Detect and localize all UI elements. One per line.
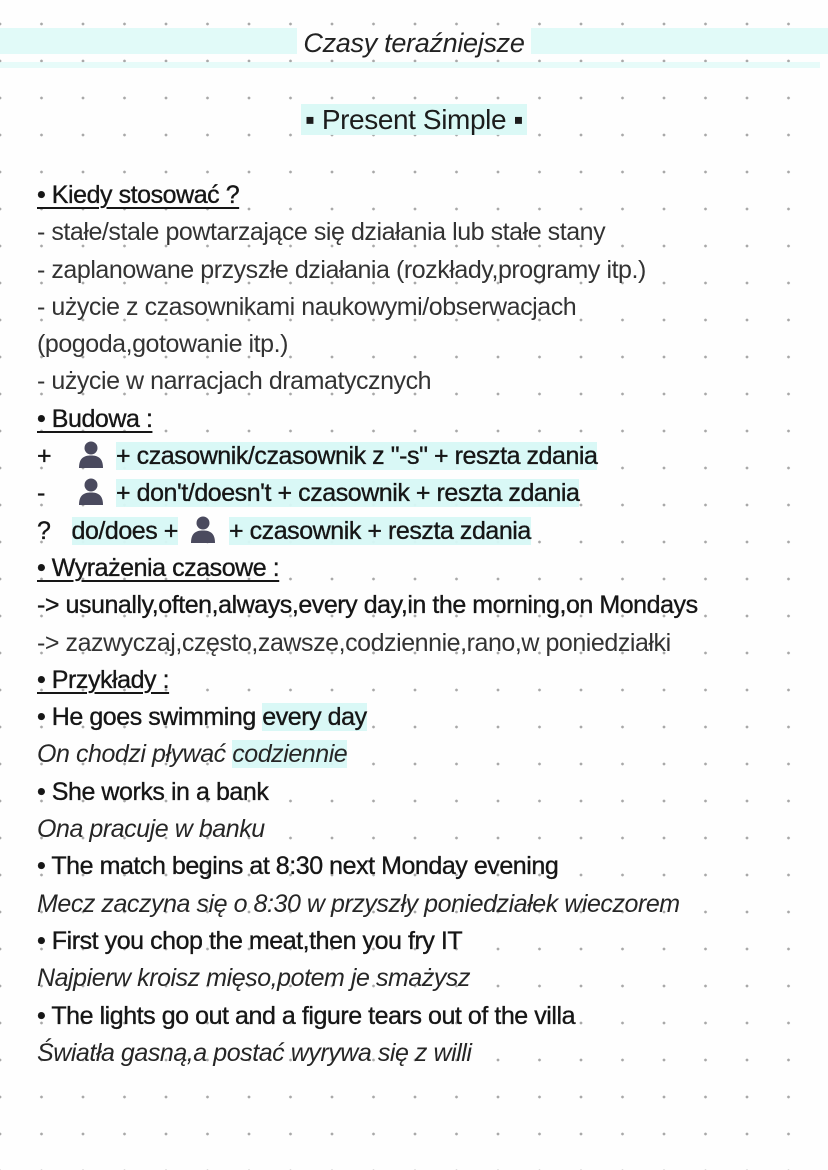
question-auxiliary: do/does + xyxy=(71,516,178,545)
person-icon xyxy=(188,514,218,544)
negative-symbol: - xyxy=(37,479,45,508)
example-english: • First you chop the meat,then you fry IT xyxy=(37,926,463,955)
structure-row-affirmative xyxy=(37,438,827,475)
structure-row-question xyxy=(37,513,827,550)
structure-row-negative xyxy=(37,475,827,512)
time-expressions-heading-line xyxy=(37,550,827,587)
title-highlight-band-lower xyxy=(0,62,820,68)
page-title: Czasy teraźniejsze xyxy=(0,24,828,62)
time-expressions-polish: -> zazwyczaj,często,zawsze,codziennie,rano,w poniedziałki xyxy=(37,628,671,657)
person-icon xyxy=(76,439,106,469)
question-symbol: ? xyxy=(37,516,51,545)
usage-item: (pogoda,gotowanie itp.) xyxy=(37,330,288,359)
example-polish: Światła gasną,a postać wyrywa się z willi xyxy=(37,1038,472,1067)
usage-heading: • Kiedy stosować ? xyxy=(37,181,240,209)
example-polish-highlight: codziennie xyxy=(232,740,348,769)
example-english: • She works in a bank xyxy=(37,777,269,806)
time-expressions-english: -> usunally,often,always,every day,in the morning,on Mondays xyxy=(37,591,698,620)
example-polish-text: On chodzi pływać xyxy=(37,740,233,769)
example-polish: Najpierw kroisz mięso,potem je smażysz xyxy=(37,964,471,993)
usage-item: - użycie z czasownikami naukowymi/obserwacjach xyxy=(37,292,577,321)
question-formula: + czasownik + reszta zdania xyxy=(228,516,531,545)
example-english: • The match begins at 8:30 next Monday evening xyxy=(37,852,559,881)
example-english: • The lights go out and a figure tears out of the villa xyxy=(37,1001,576,1030)
usage-item: - stałe/stale powtarzające się działania lub stałe stany xyxy=(37,218,606,247)
time-expressions-heading: • Wyrażenia czasowe : xyxy=(37,553,280,582)
examples-heading: • Przykłady : xyxy=(37,665,170,694)
example-polish: Ona pracuje w banku xyxy=(37,815,265,844)
usage-item: - zaplanowane przyszłe działania (rozkłady,programy itp.) xyxy=(37,255,646,284)
example-english-text: • He goes swimming xyxy=(37,703,263,732)
section-title: ▪ Present Simple ▪ xyxy=(0,100,828,140)
example-english xyxy=(37,699,827,736)
structure-heading-line xyxy=(37,401,827,438)
affirmative-formula: + czasownik/czasownik z "-s" + reszta zdania xyxy=(116,442,598,471)
structure-heading: • Budowa : xyxy=(37,404,153,433)
examples-heading-line xyxy=(37,662,827,699)
person-icon xyxy=(76,476,106,506)
example-polish: Mecz zaczyna się o 8:30 w przyszły poniedziałek wieczorem xyxy=(37,889,680,918)
affirmative-symbol: + xyxy=(37,442,52,471)
example-english-highlight: every day xyxy=(262,703,367,732)
usage-heading-line xyxy=(37,177,827,214)
negative-formula: + don't/doesn't + czasownik + reszta zdania xyxy=(116,479,580,508)
note-content xyxy=(37,177,827,1072)
example-polish xyxy=(37,736,827,773)
usage-item: - użycie w narracjach dramatycznych xyxy=(37,367,432,396)
